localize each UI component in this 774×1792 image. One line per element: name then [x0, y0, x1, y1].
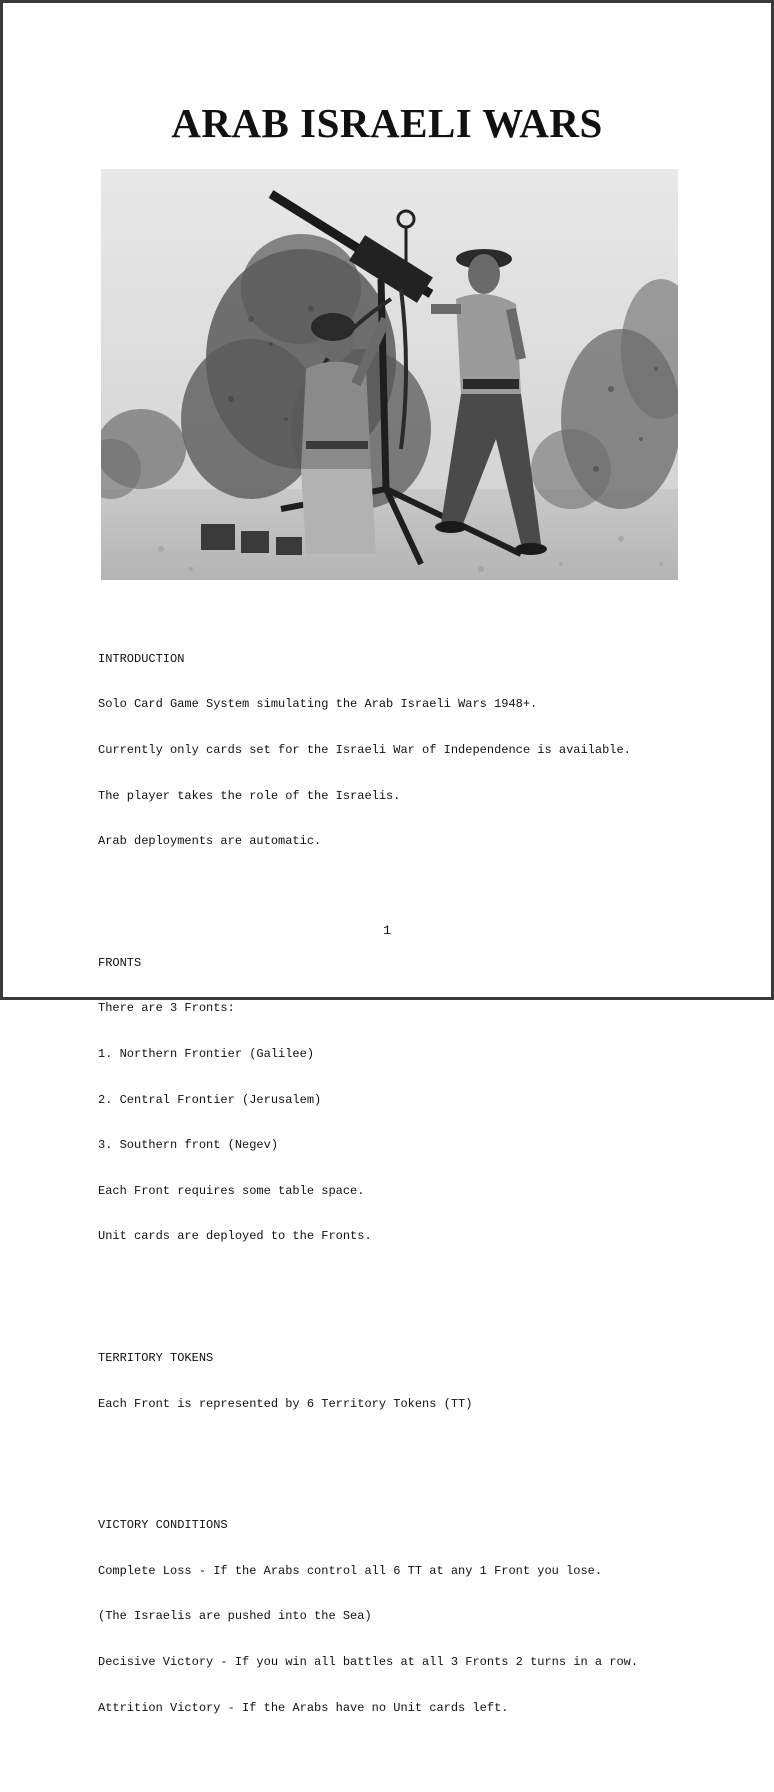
- text-line: Each Front is represented by 6 Territory Tokens (TT): [98, 1396, 473, 1411]
- photo-soldiers-machine-gun: [101, 169, 678, 580]
- document-body: [98, 591, 738, 1792]
- section-heading: FRONTS: [98, 955, 142, 970]
- text-line: Arab deployments are automatic.: [98, 834, 322, 849]
- text-line: Currently only cards set for the Israeli War of Independence is available.: [98, 743, 631, 757]
- section-heading: VICTORY CONDITIONS: [98, 1518, 228, 1533]
- text-line: Unit cards are deployed to the Fronts.: [98, 1229, 372, 1244]
- photo-illustration: [101, 169, 678, 580]
- text-line: 1. Northern Frontier (Galilee): [98, 1046, 315, 1061]
- section-introduction: [98, 621, 738, 879]
- section-heading: INTRODUCTION: [98, 651, 185, 666]
- section-victory-conditions: [98, 1488, 738, 1746]
- section-fronts: [98, 925, 738, 1275]
- text-line: There are 3 Fronts:: [98, 1001, 235, 1016]
- text-line: (The Israelis are pushed into the Sea): [98, 1609, 372, 1624]
- page-number: 1: [383, 923, 391, 938]
- text-line: 3. Southern front (Negev): [98, 1138, 279, 1153]
- text-line: 2. Central Frontier (Jerusalem): [98, 1092, 322, 1107]
- text-line: Attrition Victory - If the Arabs have no Unit cards left.: [98, 1700, 509, 1715]
- text-line: The player takes the role of the Israelis.: [98, 788, 401, 803]
- section-territory-tokens: [98, 1321, 738, 1443]
- text-line: Solo Card Game System simulating the Arab Israeli Wars 1948+.: [98, 697, 538, 712]
- page-title: ARAB ISRAELI WARS: [171, 100, 603, 146]
- text-line: Each Front requires some table space.: [98, 1183, 365, 1198]
- text-line: Decisive Victory - If you win all battles at all 3 Fronts 2 turns in a row.: [98, 1654, 639, 1669]
- section-heading: TERRITORY TOKENS: [98, 1350, 214, 1365]
- text-line: Complete Loss - If the Arabs control all 6 TT at any 1 Front you lose.: [98, 1563, 603, 1578]
